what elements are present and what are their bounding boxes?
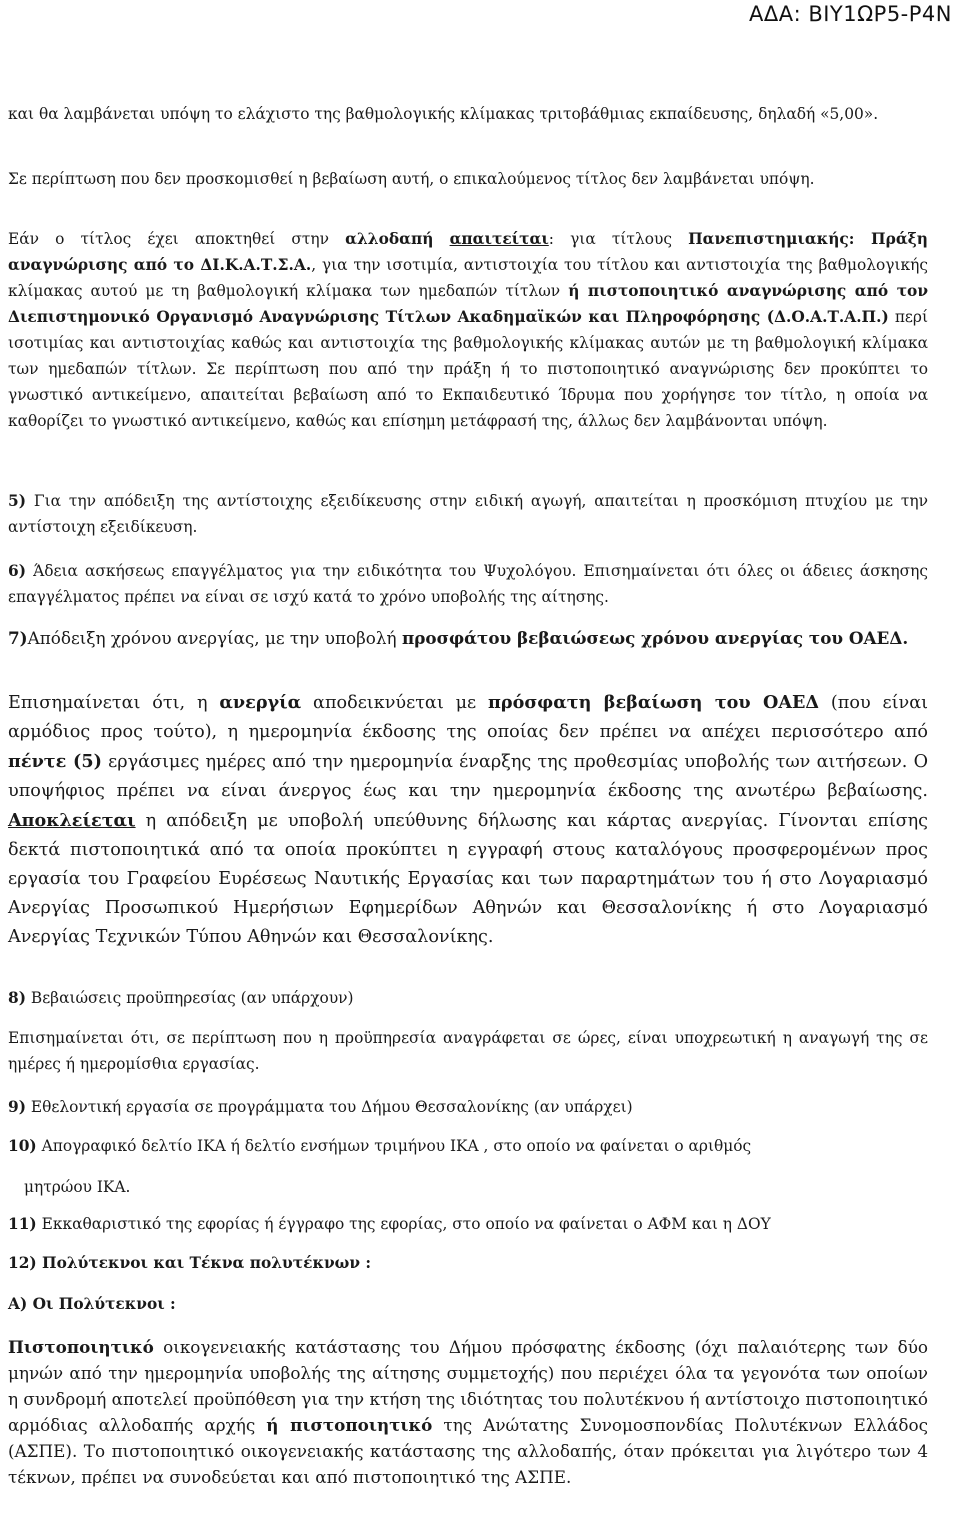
item-text: Απογραφικό δελτίο ΙΚΑ ή δελτίο ενσήμων τριμήνου ΙΚΑ , στο οποίο να φαίνεται ο αριθμός <box>36 1137 752 1155</box>
item-number: 7) <box>8 628 28 648</box>
text-run: εργάσιμες ημέρες από την ημερομηνία έναρξης της προθεσμίας υποβολής των αιτήσεων. Ο υποψήφιος πρέπει να είναι άνεργος έως και την ημερομηνία έκδοσης της ανωτέρω βεβαίωσης. <box>8 752 928 801</box>
bold-underline-run: Αποκλείεται <box>8 810 136 831</box>
item-9 <box>8 1094 928 1120</box>
bold-run: Πιστοποιητικό <box>8 1337 154 1357</box>
text-run: Εάν ο τίτλος έχει αποκτηθεί στην <box>8 230 346 248</box>
bold-run: ή πιστοποιητικό αναγνώρισης από τον Διεπιστημονικό Οργανισμό Αναγνώρισης Τίτλων Ακαδημαϊκών και Πληροφόρησης (Δ.Ο.Α.Τ.Α.Π.) <box>8 282 928 326</box>
text-run: της Ανώτατης Συνομοσπονδίας Πολυτέκνων Ελλάδος (ΑΣΠΕ). Το πιστοποιητικό οικογενειακής κατάστασης της αλλοδαπής, όταν πρόκειται για λιγότερο των 4 τέκνων, πρέπει να συνοδεύεται και από πιστοποιητικό της ΑΣΠΕ. <box>8 1415 928 1487</box>
bold-run: ή πιστοποιητικό <box>266 1415 433 1435</box>
paragraph-family-certificate <box>8 1334 928 1490</box>
text-run: (που είναι αρμόδιος προς τούτο), η ημερομηνία έκδοσης της οποίας δεν πρέπει να απέχει περισσότερο από <box>8 693 929 742</box>
item-10-continuation <box>8 1174 928 1200</box>
heading-text: Α) Οι Πολύτεκνοι : <box>8 1295 176 1313</box>
item-text: μητρώου ΙΚΑ. <box>24 1178 131 1196</box>
text-run: οικογενειακής κατάστασης του Δήμου πρόσφατης έκδοσης (όχι παλαιότερης των δύο μηνών από την ημερομηνία υποβολής της αίτησης συμμετοχής) που περιέχει όλα τα γεγονότα των οποίων η συνδρομή αποτελεί προϋπόθεση για την κτήση της ιδιότητας του πολυτέκνου ή αντίστοιχο πιστοποιητικό αρμόδιας αλλοδαπής αρχής <box>8 1337 928 1435</box>
item-10 <box>8 1133 928 1159</box>
bold-run: αλλοδαπή <box>345 230 434 248</box>
paragraph-prior-service <box>8 1025 928 1077</box>
paragraph-grading-scale <box>8 101 928 127</box>
item-11 <box>8 1211 928 1237</box>
bold-run: προσφάτου βεβαιώσεως χρόνου ανεργίας του ΟΑΕΔ. <box>401 628 909 648</box>
bold-run: ανεργία <box>219 692 302 713</box>
item-number: 9) <box>8 1098 26 1116</box>
item-number: 11) <box>8 1215 37 1233</box>
paragraph-text: Επισημαίνεται ότι, σε περίπτωση που η προϋπηρεσία αναγράφεται σε ώρες, είναι υποχρεωτική η αναγωγή της σε ημέρες ή ημερομίσθια εργασίας. <box>8 1029 928 1073</box>
item-6 <box>8 558 928 610</box>
item-text: Εθελοντική εργασία σε προγράμματα του Δήμου Θεσσαλονίκης (αν υπάρχει) <box>26 1098 633 1116</box>
paragraph-foreign-title <box>8 226 928 434</box>
item-number: 5) <box>8 492 26 510</box>
item-7 <box>8 625 928 651</box>
paragraph-text: Σε περίπτωση που δεν προσκομισθεί η βεβαίωση αυτή, ο επικαλούμενος τίτλος δεν λαμβάνεται υπόψη. <box>8 170 815 188</box>
item-5 <box>8 488 928 540</box>
item-number: 6) <box>8 562 26 580</box>
item-12-heading <box>8 1250 928 1276</box>
text-run: αποδεικνύεται με <box>301 693 489 713</box>
item-number: 10) <box>8 1137 37 1155</box>
item-text: Για την απόδειξη της αντίστοιχης εξειδίκευσης στην ειδική αγωγή, απαιτείται η προσκόμιση πτυχίου με την αντίστοιχη εξειδίκευση. <box>8 492 928 536</box>
bold-run: πέντε (5) <box>8 751 102 772</box>
text-run: : για τίτλους <box>548 230 689 248</box>
text-run <box>433 230 449 248</box>
text-run: , για την ισοτιμία, αντιστοιχία του τίτλου και αντιστοιχία της βαθμολογικής κλίμακας αυτού με τη βαθμολογική κλίμακα των ημεδαπών τίτλων <box>8 256 928 300</box>
item-text: Βεβαιώσεις προϋπηρεσίας (αν υπάρχουν) <box>26 989 354 1007</box>
heading-text: 12) Πολύτεκνοι και Τέκνα πολυτέκνων : <box>8 1254 372 1272</box>
paragraph-certificate-missing <box>8 166 928 192</box>
item-text: Εκκαθαριστικό της εφορίας ή έγγραφο της εφορίας, στο οποίο να φαίνεται ο ΑΦΜ και η ΔΟΥ <box>36 1215 771 1233</box>
bold-run: πρόσφατη βεβαίωση του ΟΑΕΔ <box>488 692 820 713</box>
bold-underline-run: απαιτείται <box>449 230 549 248</box>
item-text: Απόδειξη χρόνου ανεργίας, με την υποβολή <box>27 628 402 648</box>
item-number: 8) <box>8 989 26 1007</box>
item-8 <box>8 985 928 1011</box>
bold-run: Πανεπιστημιακής: Πράξη αναγνώρισης από το ΔΙ.Κ.Α.Τ.Σ.Α. <box>8 230 928 274</box>
ada-header: ΑΔΑ: ΒΙΥ1ΩΡ5-Ρ4Ν <box>748 2 952 26</box>
item-text: Άδεια ασκήσεως επαγγέλματος για την ειδικότητα του Ψυχολόγου. Επισημαίνεται ότι όλες οι άδειες άσκησης επαγγέλματος πρέπει να είναι σε ισχύ κατά το χρόνο υποβολής της αίτησης. <box>8 562 928 606</box>
text-run: περί ισοτιμίας και αντιστοιχίας καθώς και αντιστοιχία της βαθμολογικής κλίμακας αυτών με τη βαθμολογική κλίμακα των ημεδαπών τίτλων. Σε περίπτωση που από την πράξη ή το πιστοποιητικό αναγνώρισης δεν προκύπτει το γνωστικό αντικείμενο, απαιτείται βεβαίωση από το Εκπαιδευτικό Ίδρυμα που χορήγησε τον τίτλο, η οποία να καθορίζει το γνωστικό αντικείμενο, καθώς και επίσημη μετάφρασή της, άλλως δεν λαμβάνονται υπόψη. <box>8 308 928 430</box>
text-run: Επισημαίνεται ότι, η <box>8 693 220 713</box>
paragraph-unemployment <box>8 688 928 952</box>
subheading-large-families <box>8 1291 928 1317</box>
paragraph-text: και θα λαμβάνεται υπόψη το ελάχιστο της βαθμολογικής κλίμακας τριτοβάθμιας εκπαίδευσης, δηλαδή «5,00». <box>8 105 879 123</box>
text-run: η απόδειξη με υποβολή υπεύθυνης δήλωσης και κάρτας ανεργίας. Γίνονται επίσης δεκτά πιστοποιητικά από τα οποία προκύπτει η εγγραφή στους καταλόγους προσφερομένων προς εργασία του Γραφείου Ευρέσεως Ναυτικής Εργασίας και των παραρτημάτων του ή στο Λογαριασμό Ανεργίας Προσωπικού Ημερήσιων Εφημερίδων Αθηνών και Θεσσαλονίκης ή στο Λογαριασμό Ανεργίας Τεχνικών Τύπου Αθηνών και Θεσσαλονίκης. <box>8 811 928 947</box>
